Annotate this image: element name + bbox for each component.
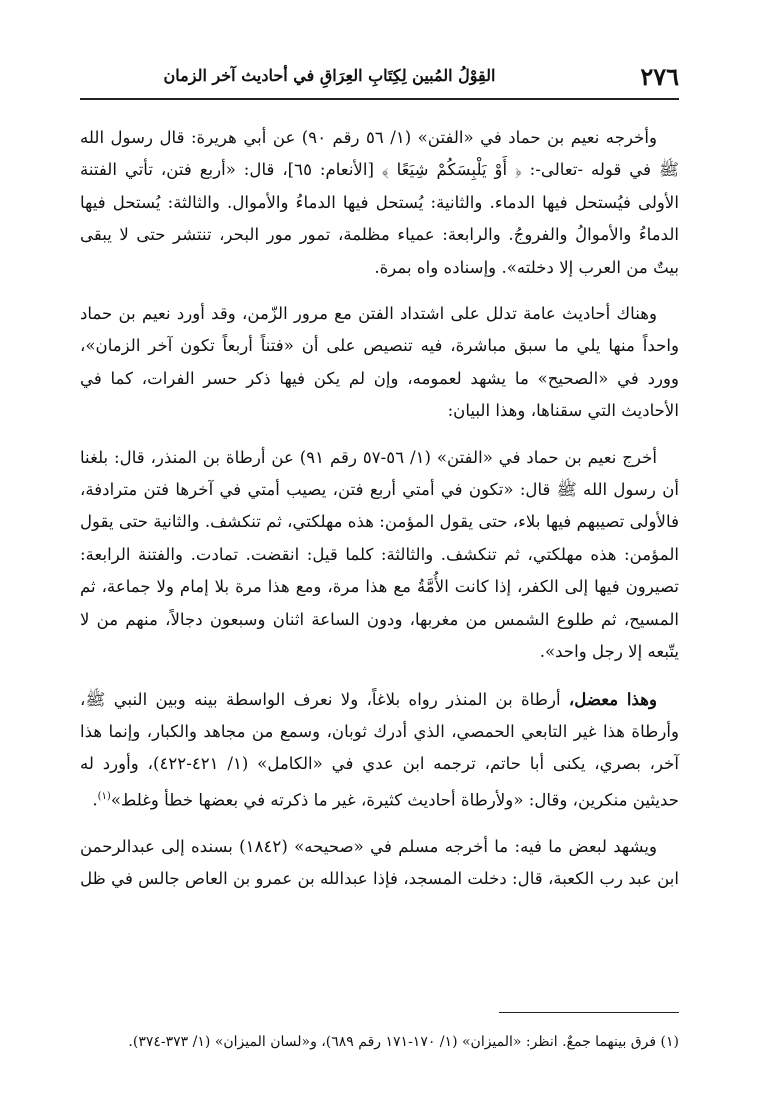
paragraph-4 (80, 683, 679, 817)
paragraph-4-lead: وهذا معضل، (568, 688, 657, 709)
page-header (80, 58, 679, 102)
header-rule (80, 98, 679, 100)
paragraph-2: وهناك أحاديث عامة تدلل على اشتداد الفتن مع مرور الزّمن، وقد أورد نعيم بن حماد واحداً منها يلي ما سبق مباشرة، فيه تنصيص على أن «فتناً أربعاً تكون آخر الزمان»، وورد في «الصحيح» ما يشهد لعمومه، وإن لم يكن فيها ذكر حسر الفرات، كما في الأحاديث التي سقناها، وهذا البيان: (80, 304, 679, 421)
footnote: (١) فرق بينهما جمعٌ. انظر: «الميزان» (١/ ١٧٠-١٧١ رقم ٦٨٩)، و«لسان الميزان» (١/ ٣٧٣-٣٧٤). (128, 1034, 679, 1050)
footnote-reference: (١) (97, 790, 111, 802)
paragraph-1: وأخرجه نعيم بن حماد في «الفتن» (١/ ٥٦ رقم ٩٠) عن أبي هريرة: قال رسول الله ﷺ في قوله -تعالى-: ﴿ أَوْ يَلْبِسَكُمْ شِيَعًا ﴾ [الأنعام: ٦٥]، قال: «أربع فتن، تأتي الفتنة الأولى فيُستحل فيها الدماء. والثانية: يُستحل فيها الدماءُ والأموال. والثالثة: يُستحل فيها الدماءُ والأموالُ والفروجُ. والرابعة: عمياء مظلمة، تمور مور البحر، تنتشر حتى لا يبقى بيتٌ من العرب إلا دخلته». وإسناده واه بمرة. (80, 128, 679, 277)
paragraph-5: ويشهد لبعض ما فيه: ما أخرجه مسلم في «صحيحه» (١٨٤٢) بسنده إلى عبدالرحمن ابن عبد رب الكعبة، قال: دخلت المسجد، فإذا عبدالله بن عمرو بن العاص جالس في ظل (80, 836, 679, 889)
page-number: ٢٧٦ (640, 62, 679, 91)
paragraph-3: أخرج نعيم بن حماد في «الفتن» (١/ ٥٦-٥٧ رقم ٩١) عن أرطاة بن المنذر، قال: بلغنا أن رسول الله ﷺ قال: «تكون في أمتي أربع فتن، يصيب أمتي في آخرها فتن مترادفة، فالأولى تصيبهم فيها بلاء، حتى يقول المؤمن: هذه مهلكتي، ثم تنكشف. والثانية حتى يقول المؤمن: هذه مهلكتي، ثم تنكشف. والثالثة: كلما قيل: انقضت. تمادت. والفتنة الرابعة: تصيرون فيها إلى الكفر، إذا كانت الأُمَّةُ مع هذا مرة، ومع هذا مرة بلا إمام ولا جماعة، ثم المسيح، ثم طلوع الشمس من مغربها، ودون الساعة اثنان وسبعون دجالاً، منهم من لا يتّبعه إلا رجل واحد». (80, 447, 679, 662)
main-text (80, 122, 679, 909)
running-title: القِوْلُ المُبين لِكِتَابِ العِرَاقِ في أحاديث آخر الزمان (163, 66, 496, 85)
paragraph-4-text: أرطاة بن المنذر رواه بلاغاً، ولا نعرف الواسطة بينه وبين النبي ﷺ، وأرطاة هذا غير التابعي الحمصي، الذي أدرك ثوبان، وسمع من مجاهد والكبار، وإنما هذا آخر، بصري، يكنى أبا حاتم، ترجمه ابن عدي في «الكامل» (١/ ٤٢١-٤٢٢)، وأورد له حديثين منكرين، وقال: «ولأرطاة أحاديث كثيرة، غير ما ذكرته في بعضها خطأ وغلط» (80, 689, 679, 810)
paragraph-4-end: . (92, 790, 98, 810)
footnote-rule (499, 1012, 679, 1013)
